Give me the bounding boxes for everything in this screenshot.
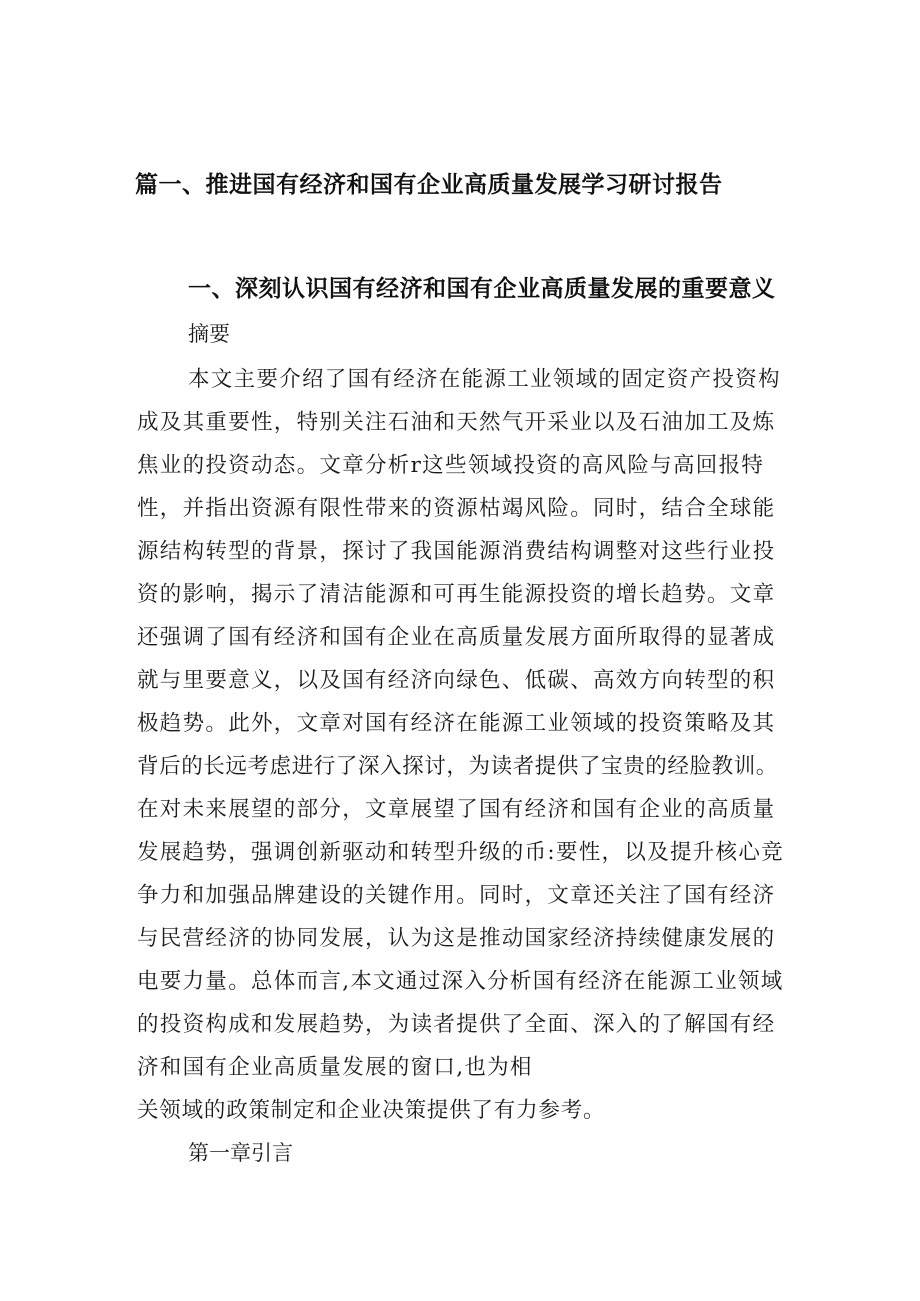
section-heading: 一、深刻认识国有经济和国有企业高质量发展的重要意义: [188, 276, 776, 302]
abstract-line: 的投资构成和发展趋势，为读者提供了全面、深入的了解国有经: [137, 1012, 776, 1037]
chapter-label: 第一章引言: [188, 1141, 293, 1165]
abstract-line: 与民营经济的协同发展，认为这是推动国家经济持续健康发展的: [137, 926, 776, 951]
abstract-line: 源结构转型的背景，探讨了我国能源消费结构调整对这些行业投: [137, 539, 776, 564]
abstract-line: 争力和加强品牌建设的关键作用。同时，文章还关注了国有经济: [137, 883, 776, 908]
abstract-line: 焦业的投资动态。文章分析r这些领域投资的高风险与高回报特: [137, 453, 765, 478]
abstract-line: 发展趋势，强调创新驱动和转型升级的币:要性，以及提升核心竞: [137, 840, 784, 865]
abstract-label: 摘要: [188, 322, 230, 346]
document-title: 篇一、推进国有经济和国有企业高质量发展学习研讨报告: [135, 172, 723, 198]
abstract-line: 电要力量。总体而言,本文通过深入分析国有经济在能源工业领域: [137, 969, 784, 994]
abstract-line: 就与里要意义，以及国有经济向绿色、低碳、高效方向转型的积: [137, 668, 776, 693]
abstract-line: 背后的长远考虑进行了深入探讨，为读者提供了宝贵的经脸教训。: [137, 754, 778, 779]
abstract-line: 性，并指出资源有限性带来的资源枯竭风险。同时，结合全球能: [137, 496, 776, 521]
abstract-line: 资的影响，揭示了清洁能源和可再生能源投资的增长趋势。文章: [137, 582, 776, 607]
abstract-line: 还强调了国有经济和国有企业在高质量发展方面所取得的显著成: [137, 625, 776, 650]
abstract-line: 在对未来展望的部分，文章展望了国有经济和国有企业的高质量: [137, 797, 776, 822]
abstract-line: 极趋势。此外，文章对国有经济在能源工业领域的投资策略及其: [137, 711, 776, 736]
abstract-line: 关领域的政策制定和企业决策提供了有力参考。: [137, 1098, 606, 1123]
abstract-line: 成及其重要性，特别关注石油和天然气开采业以及石油加工及炼: [137, 410, 776, 435]
abstract-line: 济和国有企业高质量发展的窗口,也为相: [137, 1055, 533, 1080]
abstract-line: 本文主要介绍了国有经济在能源工业领域的固定资产投资构: [188, 367, 781, 392]
